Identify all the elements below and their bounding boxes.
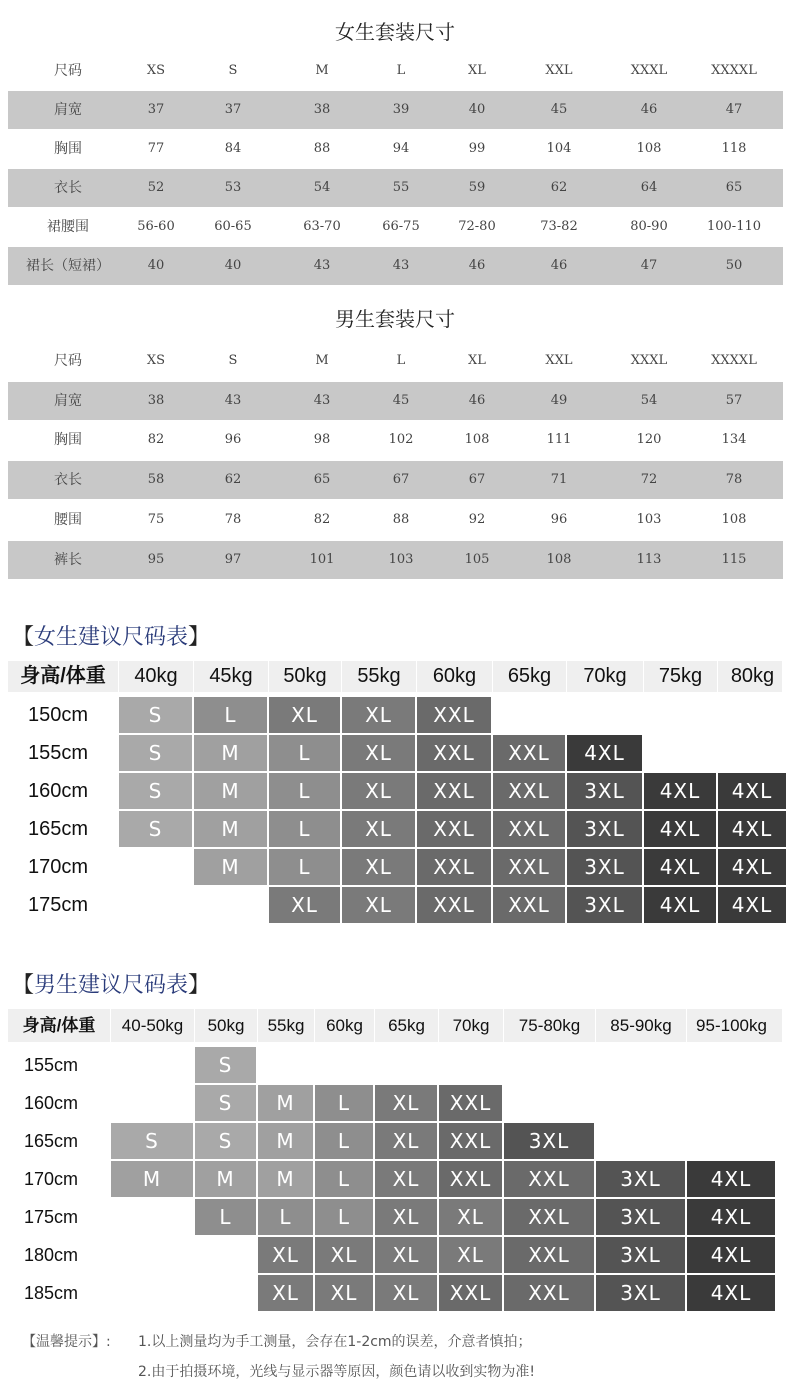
size-cell: XXL bbox=[417, 811, 491, 847]
measure-cell: 37 bbox=[224, 102, 242, 117]
size-cell: M bbox=[195, 1161, 256, 1197]
measure-cell: 67 bbox=[392, 472, 410, 488]
size-cell: 3XL bbox=[596, 1237, 685, 1273]
measure-cell: 108 bbox=[636, 141, 662, 156]
weight-label: 50kg bbox=[207, 1016, 245, 1035]
measure-cell: 96 bbox=[224, 432, 242, 448]
measure-cell: 39 bbox=[392, 102, 410, 117]
size-cell: XXL bbox=[493, 811, 565, 847]
measure-cell: 78 bbox=[224, 511, 242, 527]
measure-cell: 102 bbox=[388, 432, 414, 448]
weight-header bbox=[341, 661, 416, 692]
size-header: XS bbox=[146, 63, 166, 78]
men-rec-table bbox=[8, 1009, 782, 1312]
size-cell: L bbox=[258, 1199, 313, 1235]
corner-header bbox=[8, 661, 118, 692]
height-label: 155cm bbox=[28, 742, 89, 764]
size-cell: XL bbox=[439, 1237, 502, 1273]
measure-row bbox=[8, 208, 783, 246]
measure-cell: 54 bbox=[640, 392, 658, 408]
weight-label: 40kg bbox=[134, 665, 178, 687]
measure-cell: 60-65 bbox=[214, 219, 252, 234]
measure-cell: 46 bbox=[468, 258, 486, 273]
men-measure-title: 男生套装尺寸 bbox=[335, 307, 455, 331]
measure-cell: 43 bbox=[392, 258, 410, 273]
bracket-open: 【 bbox=[12, 973, 35, 998]
row-label: 肩宽 bbox=[54, 102, 82, 118]
weight-header bbox=[566, 661, 643, 692]
row-label: 腰围 bbox=[54, 511, 82, 528]
header-row bbox=[8, 52, 783, 90]
size-header: S bbox=[228, 353, 238, 368]
size-cell: XXL bbox=[417, 735, 491, 771]
measure-cell: 55 bbox=[392, 180, 410, 195]
measure-cell: 71 bbox=[550, 472, 568, 488]
size-cell: XXL bbox=[417, 773, 491, 809]
measure-cell: 118 bbox=[721, 141, 747, 156]
measure-cell: 134 bbox=[721, 432, 747, 448]
size-cell: XXL bbox=[439, 1123, 502, 1159]
size-cell: 4XL bbox=[644, 887, 716, 923]
size-cell: 4XL bbox=[718, 773, 786, 809]
height-label: 180cm bbox=[24, 1245, 79, 1265]
size-cell: M bbox=[111, 1161, 193, 1197]
measure-cell: 58 bbox=[147, 472, 165, 488]
size-cell: 4XL bbox=[644, 849, 716, 885]
size-cell: S bbox=[119, 811, 192, 847]
size-cell: XL bbox=[258, 1275, 313, 1311]
measure-cell: 43 bbox=[224, 392, 242, 408]
measure-cell: 120 bbox=[636, 432, 662, 448]
weight-header bbox=[314, 1009, 374, 1042]
size-cell: L bbox=[269, 773, 340, 809]
size-cell: XXL bbox=[504, 1161, 594, 1197]
measure-cell: 45 bbox=[392, 392, 410, 408]
size-cell: XXL bbox=[504, 1237, 594, 1273]
weight-label: 95-100kg bbox=[696, 1016, 767, 1035]
women-rec-table bbox=[8, 661, 782, 923]
size-header: S bbox=[228, 63, 238, 78]
row-label: 裤长 bbox=[54, 551, 82, 568]
size-cell: XXL bbox=[493, 773, 565, 809]
measure-row bbox=[8, 247, 783, 285]
measure-row bbox=[8, 91, 783, 129]
row-label: 肩宽 bbox=[54, 392, 82, 409]
size-header: L bbox=[396, 353, 406, 368]
measure-cell: 97 bbox=[224, 551, 242, 567]
women-measure-title: 女生套装尺寸 bbox=[335, 20, 455, 44]
height-label: 160cm bbox=[24, 1093, 79, 1113]
size-cell: S bbox=[119, 735, 192, 771]
measure-cell: 53 bbox=[224, 180, 242, 195]
measure-cell: 63-70 bbox=[303, 219, 341, 234]
size-cell: 3XL bbox=[567, 849, 642, 885]
size-cell: XL bbox=[342, 697, 415, 733]
measure-row bbox=[8, 541, 783, 579]
weight-header bbox=[686, 1009, 776, 1042]
measure-cell: 73-82 bbox=[540, 219, 578, 234]
size-cell: M bbox=[194, 849, 267, 885]
measure-cell: 52 bbox=[147, 180, 165, 195]
measure-row bbox=[8, 169, 783, 207]
measure-cell: 47 bbox=[640, 258, 658, 273]
measure-cell: 59 bbox=[468, 180, 486, 195]
measure-cell: 88 bbox=[313, 141, 331, 156]
height-label: 155cm bbox=[24, 1055, 79, 1075]
measure-cell: 57 bbox=[725, 392, 743, 408]
weight-label: 70kg bbox=[452, 1016, 490, 1035]
size-cell: XXL bbox=[493, 849, 565, 885]
size-header: XXXL bbox=[630, 63, 668, 78]
measure-cell: 75 bbox=[147, 511, 165, 527]
measure-cell: 96 bbox=[550, 511, 568, 527]
size-cell: M bbox=[194, 811, 267, 847]
measure-cell: 72 bbox=[640, 472, 658, 488]
measure-cell: 40 bbox=[468, 102, 486, 117]
size-cell: XL bbox=[342, 849, 415, 885]
size-cell: 4XL bbox=[718, 887, 786, 923]
measure-cell: 49 bbox=[550, 392, 568, 408]
row-label: 衣长 bbox=[54, 472, 82, 489]
measure-cell: 100-110 bbox=[706, 219, 762, 234]
bracket-open: 【 bbox=[12, 625, 35, 650]
size-header: XXL bbox=[545, 63, 573, 78]
size-cell: 3XL bbox=[596, 1275, 685, 1311]
size-cell: XL bbox=[375, 1275, 437, 1311]
measure-cell: 40 bbox=[224, 258, 242, 273]
size-cell: XL bbox=[342, 735, 415, 771]
weight-label: 55kg bbox=[357, 665, 401, 687]
size-cell: 3XL bbox=[596, 1161, 685, 1197]
measure-cell: 111 bbox=[546, 432, 572, 448]
measure-cell: 108 bbox=[546, 551, 572, 567]
weight-label: 65kg bbox=[507, 665, 552, 687]
size-header: M bbox=[315, 63, 329, 78]
size-cell: XL bbox=[375, 1123, 437, 1159]
size-cell: 4XL bbox=[644, 773, 716, 809]
size-cell: 4XL bbox=[687, 1237, 775, 1273]
weight-header bbox=[110, 1009, 194, 1042]
row-label: 裙腰围 bbox=[47, 219, 89, 235]
measure-cell: 94 bbox=[392, 141, 410, 156]
measure-row bbox=[8, 382, 783, 420]
measure-cell: 50 bbox=[725, 258, 743, 273]
size-cell: XXL bbox=[493, 735, 565, 771]
measure-cell: 43 bbox=[313, 392, 331, 408]
size-header: XXL bbox=[545, 353, 573, 368]
women-measure-table bbox=[8, 52, 783, 286]
weight-label: 75-80kg bbox=[518, 1016, 581, 1035]
weight-label: 50kg bbox=[283, 665, 327, 687]
measure-cell: 99 bbox=[468, 141, 486, 156]
measure-cell: 80-90 bbox=[630, 219, 668, 234]
measure-cell: 46 bbox=[640, 102, 658, 117]
measure-cell: 38 bbox=[313, 102, 331, 117]
size-cell: XL bbox=[269, 887, 340, 923]
measure-cell: 72-80 bbox=[458, 219, 496, 234]
notes-line-2: 2.由于拍摄环境，光线与显示器等原因，颜色请以收到实物为准! bbox=[138, 1364, 535, 1380]
size-cell: 3XL bbox=[567, 773, 642, 809]
measure-cell: 46 bbox=[550, 258, 568, 273]
size-cell: 4XL bbox=[687, 1199, 775, 1235]
height-label: 170cm bbox=[28, 856, 89, 878]
weight-header bbox=[438, 1009, 503, 1042]
weight-label: 55kg bbox=[267, 1016, 305, 1035]
measure-row bbox=[8, 501, 783, 539]
measure-cell: 108 bbox=[464, 432, 490, 448]
size-cell: 3XL bbox=[504, 1123, 594, 1159]
measure-cell: 104 bbox=[546, 141, 572, 156]
size-cell: XL bbox=[342, 887, 415, 923]
size-cell: S bbox=[195, 1047, 256, 1083]
weight-header bbox=[118, 661, 193, 692]
size-cell: L bbox=[315, 1085, 373, 1121]
size-header: XL bbox=[468, 63, 486, 78]
weight-label: 65kg bbox=[388, 1016, 425, 1035]
measure-cell: 113 bbox=[636, 551, 662, 567]
size-cell: 3XL bbox=[567, 887, 642, 923]
weight-header bbox=[257, 1009, 314, 1042]
measure-cell: 101 bbox=[309, 551, 335, 567]
header-label: 尺码 bbox=[54, 63, 82, 79]
women-rec-title bbox=[12, 620, 210, 651]
measure-row bbox=[8, 461, 783, 499]
weight-header bbox=[374, 1009, 438, 1042]
size-cell: M bbox=[258, 1085, 313, 1121]
weight-header bbox=[416, 661, 492, 692]
height-label: 165cm bbox=[24, 1131, 79, 1151]
size-header: XS bbox=[146, 353, 166, 368]
size-cell: S bbox=[111, 1123, 193, 1159]
size-cell: M bbox=[194, 735, 267, 771]
measure-cell: 54 bbox=[313, 180, 331, 195]
size-header: L bbox=[396, 63, 406, 78]
corner-label: 身高/体重 bbox=[20, 665, 106, 687]
size-cell: XXL bbox=[439, 1161, 502, 1197]
measure-cell: 105 bbox=[464, 551, 490, 567]
size-cell: S bbox=[195, 1123, 256, 1159]
measure-cell: 103 bbox=[388, 551, 414, 567]
weight-label: 40-50kg bbox=[121, 1016, 184, 1035]
weight-header bbox=[595, 1009, 686, 1042]
measure-row bbox=[8, 421, 783, 459]
size-cell: L bbox=[269, 849, 340, 885]
men-rec-title-text: 男生建议尺码表 bbox=[34, 973, 189, 998]
size-cell: XL bbox=[269, 697, 340, 733]
size-cell: XL bbox=[342, 773, 415, 809]
measure-cell: 45 bbox=[550, 102, 568, 117]
size-cell: L bbox=[194, 697, 267, 733]
measure-cell: 40 bbox=[147, 258, 165, 273]
header-row bbox=[8, 342, 783, 380]
measure-cell: 46 bbox=[468, 392, 486, 408]
measure-cell: 108 bbox=[721, 511, 747, 527]
size-cell: XL bbox=[375, 1237, 437, 1273]
measure-cell: 84 bbox=[224, 141, 242, 156]
corner-label: 身高/体重 bbox=[22, 1016, 96, 1035]
size-cell: XXL bbox=[439, 1275, 502, 1311]
height-label: 175cm bbox=[24, 1207, 79, 1227]
corner-header bbox=[8, 1009, 110, 1042]
women-rec-title-text: 女生建议尺码表 bbox=[34, 625, 189, 650]
row-label: 胸围 bbox=[54, 432, 82, 449]
measure-cell: 88 bbox=[392, 511, 410, 527]
size-cell: XL bbox=[315, 1237, 373, 1273]
size-cell: XXL bbox=[417, 887, 491, 923]
measure-cell: 43 bbox=[313, 258, 331, 273]
height-label: 185cm bbox=[24, 1283, 79, 1303]
size-cell: L bbox=[315, 1161, 373, 1197]
height-label: 175cm bbox=[28, 894, 89, 916]
measure-cell: 78 bbox=[725, 472, 743, 488]
size-header: M bbox=[315, 353, 329, 368]
row-label: 裙长（短裙） bbox=[26, 258, 110, 274]
measure-cell: 95 bbox=[147, 551, 165, 567]
size-cell: M bbox=[194, 773, 267, 809]
measure-cell: 56-60 bbox=[137, 219, 175, 234]
measure-cell: 38 bbox=[147, 392, 165, 408]
size-cell: XXL bbox=[504, 1275, 594, 1311]
measure-cell: 77 bbox=[147, 141, 165, 156]
measure-cell: 82 bbox=[147, 432, 165, 448]
size-cell: 4XL bbox=[567, 735, 642, 771]
weight-header bbox=[194, 1009, 257, 1042]
height-label: 150cm bbox=[28, 704, 89, 726]
row-label: 胸围 bbox=[54, 141, 82, 157]
size-cell: S bbox=[119, 773, 192, 809]
weight-label: 75kg bbox=[658, 665, 703, 687]
size-cell: XL bbox=[342, 811, 415, 847]
size-cell: XL bbox=[375, 1085, 437, 1121]
measure-cell: 62 bbox=[224, 472, 242, 488]
measure-cell: 98 bbox=[313, 432, 331, 448]
size-cell: 4XL bbox=[644, 811, 716, 847]
measure-cell: 37 bbox=[147, 102, 165, 117]
measure-cell: 65 bbox=[313, 472, 331, 488]
measure-cell: 66-75 bbox=[382, 219, 420, 234]
men-rec-title bbox=[12, 968, 210, 999]
measure-cell: 65 bbox=[725, 180, 743, 195]
size-header: XL bbox=[468, 353, 486, 368]
size-cell: L bbox=[269, 811, 340, 847]
size-cell: 4XL bbox=[718, 849, 786, 885]
measure-cell: 115 bbox=[721, 551, 747, 567]
notes-line-1: 1.以上测量均为手工测量，会存在1-2cm的误差，介意者慎拍； bbox=[138, 1334, 532, 1350]
weight-header bbox=[193, 661, 268, 692]
size-cell: S bbox=[119, 697, 192, 733]
size-cell: XL bbox=[439, 1199, 502, 1235]
measure-row bbox=[8, 130, 783, 168]
header-label: 尺码 bbox=[54, 353, 82, 369]
bracket-close: 】 bbox=[188, 625, 211, 650]
size-cell: L bbox=[269, 735, 340, 771]
measure-cell: 92 bbox=[468, 511, 486, 527]
size-cell: XL bbox=[258, 1237, 313, 1273]
weight-label: 60kg bbox=[432, 665, 477, 687]
weight-header bbox=[643, 661, 717, 692]
row-label: 衣长 bbox=[54, 180, 82, 196]
height-label: 170cm bbox=[24, 1169, 79, 1189]
weight-label: 80kg bbox=[730, 665, 775, 687]
notes-heading: 【温馨提示】: bbox=[22, 1334, 111, 1350]
size-header: XXXXL bbox=[711, 63, 757, 78]
weight-header bbox=[492, 661, 566, 692]
measure-cell: 62 bbox=[550, 180, 568, 195]
weight-header bbox=[503, 1009, 595, 1042]
measure-cell: 67 bbox=[468, 472, 486, 488]
size-cell: XXL bbox=[504, 1199, 594, 1235]
measure-cell: 64 bbox=[640, 180, 658, 195]
measure-cell: 82 bbox=[313, 511, 331, 527]
size-cell: 3XL bbox=[596, 1199, 685, 1235]
size-cell: XL bbox=[375, 1199, 437, 1235]
weight-header bbox=[268, 661, 341, 692]
measure-cell: 103 bbox=[636, 511, 662, 527]
height-label: 165cm bbox=[28, 818, 89, 840]
weight-label: 70kg bbox=[583, 665, 627, 687]
size-cell: M bbox=[258, 1123, 313, 1159]
size-cell: M bbox=[258, 1161, 313, 1197]
weight-label: 45kg bbox=[209, 665, 253, 687]
height-label: 160cm bbox=[28, 780, 89, 802]
weight-label: 85-90kg bbox=[610, 1016, 672, 1035]
weight-header bbox=[717, 661, 787, 692]
size-cell: XXL bbox=[417, 697, 491, 733]
size-cell: XXL bbox=[493, 887, 565, 923]
size-cell: XL bbox=[375, 1161, 437, 1197]
size-cell: 3XL bbox=[567, 811, 642, 847]
measure-cell: 47 bbox=[725, 102, 743, 117]
size-cell: 4XL bbox=[718, 811, 786, 847]
weight-label: 60kg bbox=[326, 1016, 363, 1035]
size-cell: 4XL bbox=[687, 1161, 775, 1197]
size-cell: XXL bbox=[417, 849, 491, 885]
bracket-close: 】 bbox=[188, 973, 211, 998]
men-measure-table bbox=[8, 342, 783, 580]
size-header: XXXL bbox=[630, 353, 668, 368]
size-cell: L bbox=[315, 1199, 373, 1235]
size-header: XXXXL bbox=[711, 353, 757, 368]
size-cell: L bbox=[315, 1123, 373, 1159]
size-cell: S bbox=[195, 1085, 256, 1121]
size-cell: 4XL bbox=[687, 1275, 775, 1311]
size-cell: XL bbox=[315, 1275, 373, 1311]
size-cell: XXL bbox=[439, 1085, 502, 1121]
size-cell: L bbox=[195, 1199, 256, 1235]
